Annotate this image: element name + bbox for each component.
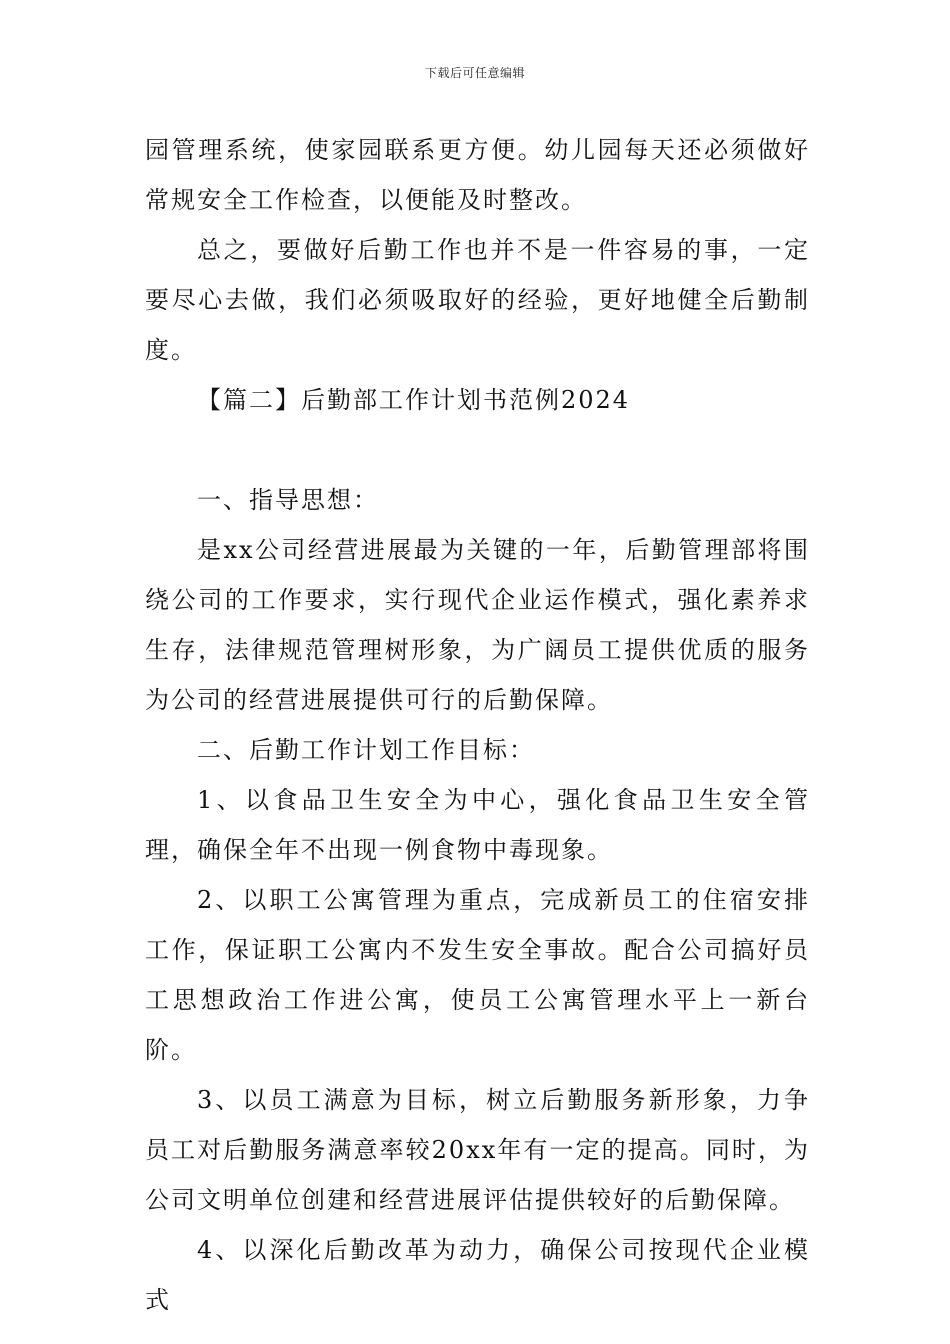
paragraph-summary: 总之，要做好后勤工作也并不是一件容易的事，一定要尽心去做，我们必须吸取好的经验，更好地健全后勤制度。 [145, 236, 810, 364]
blank-line [145, 425, 810, 475]
paragraph-guiding-thought: 是xx公司经营进展最为关键的一年，后勤管理部将围绕公司的工作要求，实行现代企业运作模式，强化素养求生存，法律规范管理树形象，为广阔员工提供优质的服务为公司的经营进展提供可行的后勤保障。 [145, 536, 810, 714]
subheading-goals: 二、后勤工作计划工作目标： [197, 736, 535, 764]
document-body [145, 125, 810, 1325]
paragraph-continuation: 园管理系统，使家园联系更方便。幼儿园每天还必须做好常规安全工作检查，以便能及时整改。 [145, 136, 810, 214]
header-note: 下载后可任意编辑 [424, 66, 525, 80]
section-heading: 【篇二】后勤部工作计划书范例2024 [197, 386, 631, 414]
list-item-goal-4: 4、以深化后勤改革为动力，确保公司按现代企业模式 [145, 1236, 810, 1314]
list-item-goal-3: 3、以员工满意为目标，树立后勤服务新形象，力争员工对后勤服务满意率较20xx年有一定的提高。同时，为公司文明单位创建和经营进展评估提供较好的后勤保障。 [145, 1086, 810, 1214]
list-item-goal-1: 1、以食品卫生安全为中心，强化食品卫生安全管理，确保全年不出现一例食物中毒现象。 [145, 786, 810, 864]
list-item-goal-2: 2、以职工公寓管理为重点，完成新员工的住宿安排工作，保证职工公寓内不发生安全事故。配合公司搞好员工思想政治工作进公寓，使员工公寓管理水平上一新台阶。 [145, 886, 810, 1064]
subheading-guiding-thought: 一、指导思想： [197, 486, 379, 514]
